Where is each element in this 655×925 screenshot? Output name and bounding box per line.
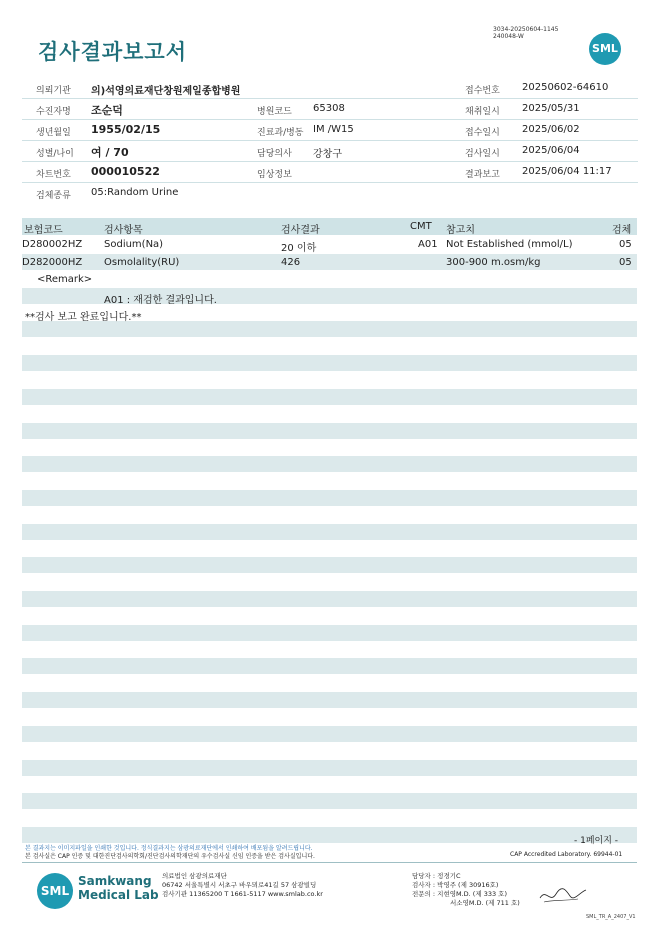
staff-specialist1: 전문의 : 지현영M.D. (제 333 호) [412,890,507,898]
table-stripe [22,658,637,674]
hospital-code-label: 병원코드 [257,107,292,117]
sml-footer-logo: SML [37,873,73,909]
institution-value: 의)석영의료재단창원제일종합병원 [91,86,241,97]
clinical-info-label: 임상정보 [257,170,292,180]
staff-specialist2: 서소영M.D. (제 711 호) [450,899,520,907]
hospital-code-value: 65308 [313,103,345,114]
row-item: Sodium(Na) [104,239,164,250]
patient-name-label: 수진자명 [36,107,71,117]
table-stripe [22,760,637,776]
document-id-line2: 240048-W [493,33,524,40]
col-header-cmt: CMT [410,221,432,232]
info-row-6 [22,183,638,203]
report-complete-note: **검사 보고 완료입니다.** [25,312,142,323]
col-header-result: 검사결과 [281,225,320,236]
info-row-2 [22,99,638,120]
report-date-label: 결과보고 [465,170,500,180]
chart-no-label: 차트번호 [36,170,71,180]
specimen-type-label: 검체종류 [36,191,71,201]
table-stripe [22,692,637,708]
form-code: SML_TR_A_2407_V1 [586,914,636,920]
collect-date-value: 2025/05/31 [522,103,580,114]
table-stripe [22,524,637,540]
row-specimen: 05 [619,239,632,250]
table-stripe [22,793,637,809]
org-name: 의료법인 삼광의료재단 [162,872,227,880]
company-name-line2: Medical Lab [78,888,159,902]
row-specimen: 05 [619,257,632,268]
table-stripe [22,490,637,506]
page-title: 검사결과보고서 [38,40,188,64]
dob-label: 생년월일 [36,128,71,138]
sex-age-label: 성별/나이 [36,149,74,159]
row-code: D280002HZ [22,239,83,250]
doctor-label: 담당의사 [257,149,292,159]
company-name-line1: Samkwang [78,874,152,888]
staff-tester: 검사자 : 박영주 (제 30916호) [412,881,499,889]
dept-value: IM /W15 [313,124,354,135]
cap-accreditation: CAP Accredited Laboratory. 69944-01 [510,851,623,858]
table-stripe [22,726,637,742]
signature [538,884,588,906]
collect-date-label: 채취일시 [465,107,500,117]
receipt-no-value: 20250602-64610 [522,82,609,93]
sml-logo: SML [589,33,621,65]
organization-info [162,872,323,899]
dept-label: 진료과/병동 [257,128,304,138]
info-row-3 [22,120,638,141]
table-stripe [22,456,637,472]
receipt-no-label: 접수번호 [465,86,500,96]
institution-label: 의뢰기관 [36,86,71,96]
notice-line2: 본 검사실은 CAP 인증 및 대한진단검사의학회/진단검사의학재단의 우수검사실 신임 인증을 받은 검사실입니다. [25,853,315,860]
footer-divider [22,862,637,863]
row-result: 426 [281,257,301,268]
table-stripe [22,321,637,337]
remark-line: A01 : 재검한 결과입니다. [104,295,217,306]
table-stripe [22,557,637,573]
document-id-line1: 3034-20250604-1145 [493,26,559,33]
row-reference: Not Established (mmol/L) [446,239,573,250]
page-number: - 1페이지 - [574,836,619,846]
specimen-type-value: 05:Random Urine [91,187,179,198]
row-item: Osmolality(RU) [104,257,180,268]
table-stripe [22,355,637,371]
col-header-reference: 참고치 [446,225,475,236]
table-stripe [22,591,637,607]
row-reference: 300-900 m.osm/kg [446,257,541,268]
company-name [78,874,159,902]
col-header-specimen: 검체 [612,225,632,236]
row-code: D282000HZ [22,257,83,268]
col-header-code: 보험코드 [24,225,63,236]
info-row-4 [22,141,638,162]
patient-name-value: 조순덕 [91,104,123,117]
org-contact: 검사기관 11365200 T 1661-5117 www.smlab.co.kr [162,890,323,898]
col-header-item: 검사항목 [104,225,143,236]
row-result: 20 이하 [281,243,317,254]
info-row-1 [22,78,638,99]
receipt-date-value: 2025/06/02 [522,124,580,135]
staff-manager: 담당자 : 정경기C [412,872,461,880]
remark-title: <Remark> [37,274,93,285]
report-date-value: 2025/06/04 11:17 [522,166,612,177]
table-stripe [22,389,637,405]
receipt-date-label: 접수일시 [465,128,500,138]
test-date-label: 검사일시 [465,149,500,159]
row-cmt: A01 [418,239,438,250]
table-stripe [22,827,637,843]
table-stripe [22,625,637,641]
test-date-value: 2025/06/04 [522,145,580,156]
sex-age-value: 여 / 70 [91,146,129,159]
document-id [493,26,558,40]
table-stripe [22,423,637,439]
staff-info [412,872,520,908]
info-row-5 [22,162,638,183]
doctor-value: 강창구 [313,149,342,160]
org-address: 06742 서울특별시 서초구 바우뫼로41길 57 삼광빌딩 [162,881,317,889]
dob-value: 1955/02/15 [91,123,161,136]
chart-no-value: 000010522 [91,165,160,178]
notice-line1: 본 결과지는 이미지파일을 인쇄한 것입니다. 정식결과지는 삼광의료재단에서 인쇄하여 배포됨을 알려드립니다. [25,845,313,852]
